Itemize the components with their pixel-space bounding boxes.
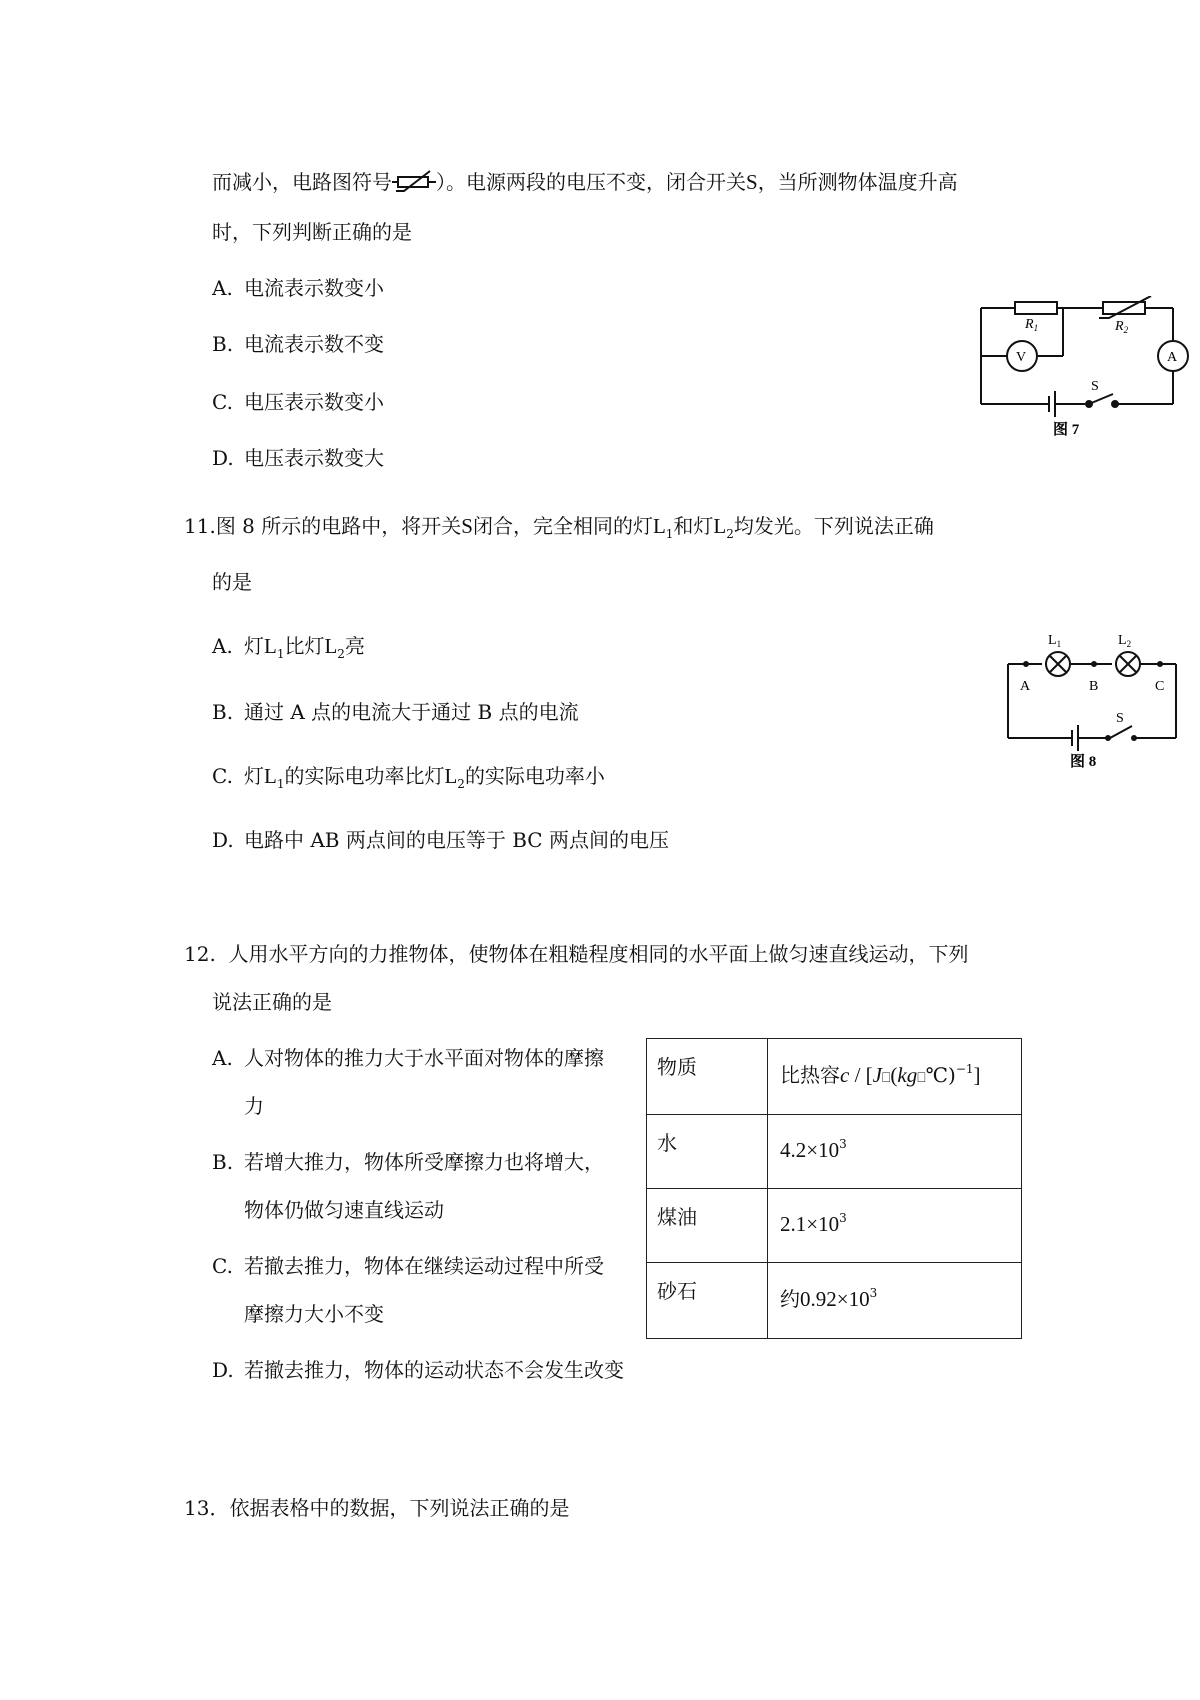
value-cell: 约$0.92\times 10^3$ <box>768 1263 1022 1339</box>
q11-option-d: D. 电路中 AB 两点间的电压等于 BC 两点间的电压 <box>212 828 669 852</box>
figure-7-circuit <box>975 296 1195 438</box>
point-b <box>1091 661 1097 667</box>
q10-option-a: A. 电流表示数变小 <box>212 276 384 300</box>
thermistor-symbol-icon <box>392 169 436 195</box>
header-specific-heat: 比热容c / [J⎕(kg⎕℃)$^{-1}$] <box>768 1039 1022 1115</box>
point-a-label: A <box>1020 679 1031 694</box>
q12-line-1: 12. 人用水平方向的力推物体，使物体在粗糙程度相同的水平面上做匀速直线运动，下列 <box>184 942 969 966</box>
q12-option-c: C. 若撤去推力，物体在继续运动过程中所受 <box>212 1254 604 1278</box>
q12-option-b-cont: 物体仍做匀速直线运动 <box>244 1198 444 1222</box>
q12-option-d: D. 若撤去推力，物体的运动状态不会发生改变 <box>212 1358 624 1382</box>
q11-option-b: B. 通过 A 点的电流大于通过 B 点的电流 <box>212 700 579 724</box>
switch-label: S <box>1116 711 1124 726</box>
q11-option-c: C. 灯$L_1$的实际电功率比灯$L_2$的实际电功率小 <box>212 764 605 791</box>
voltmeter-label: V <box>1016 350 1027 365</box>
q11-line-2: 的是 <box>212 570 252 594</box>
q10-line-1: 而减小，电路图符号 ）。电源两段的电压不变，闭合开关S，当所测物体温度升高 <box>212 170 958 194</box>
q12-option-a-cont: 力 <box>244 1094 264 1118</box>
header-substance: 物质 <box>647 1039 768 1115</box>
q12-option-a: A. 人对物体的推力大于水平面对物体的摩擦 <box>212 1046 604 1070</box>
switch-label: S <box>1091 379 1099 394</box>
table-row <box>647 1189 1022 1263</box>
resistor-r1 <box>1015 302 1057 314</box>
substance-cell: 水 <box>647 1115 768 1189</box>
ammeter-label: A <box>1167 350 1178 365</box>
figure-8-circuit <box>998 622 1198 772</box>
q11-option-a: A. 灯$L_1$比灯$L_2$亮 <box>212 634 365 661</box>
substance-cell: 煤油 <box>647 1189 768 1263</box>
point-a <box>1023 661 1029 667</box>
substance-cell: 砂石 <box>647 1263 768 1339</box>
value-cell: $2.1\times 10^3$ <box>768 1189 1022 1263</box>
table-header-row <box>647 1039 1022 1115</box>
q10-option-d: D. 电压表示数变大 <box>212 446 384 470</box>
figure-8-caption: 图 8 <box>1070 754 1097 770</box>
table-row <box>647 1115 1022 1189</box>
q13-line-1: 13．依据表格中的数据，下列说法正确的是 <box>184 1496 570 1520</box>
q12-line-2: 说法正确的是 <box>212 990 332 1014</box>
point-c-label: C <box>1155 679 1165 694</box>
q12-option-c-cont: 摩擦力大小不变 <box>244 1302 384 1326</box>
q10-option-b: B. 电流表示数不变 <box>212 332 384 356</box>
specific-heat-table <box>646 1038 1022 1339</box>
q10-option-c: C. 电压表示数变小 <box>212 390 384 414</box>
thermistor-r2 <box>1103 302 1145 314</box>
point-b-label: B <box>1089 679 1099 694</box>
l1-label: $L_1$ <box>1048 633 1062 649</box>
value-cell: $4.2\times 10^3$ <box>768 1115 1022 1189</box>
r1-label: $R_1$ <box>1025 317 1039 333</box>
r2-label: $R_2$ <box>1115 319 1129 335</box>
q12-option-b: B. 若增大推力，物体所受摩擦力也将增大， <box>212 1150 604 1174</box>
l2-label: $L_2$ <box>1118 633 1132 649</box>
q10-line-2: 时，下列判断正确的是 <box>212 220 412 244</box>
point-c <box>1157 661 1163 667</box>
table-row <box>647 1263 1022 1339</box>
q11-line-1: 11.图 8 所示的电路中，将开关S闭合，完全相同的灯$L_1$和灯$L_2$均发光。下列说法正确 <box>184 514 934 541</box>
figure-7-caption: 图 7 <box>1053 422 1080 438</box>
